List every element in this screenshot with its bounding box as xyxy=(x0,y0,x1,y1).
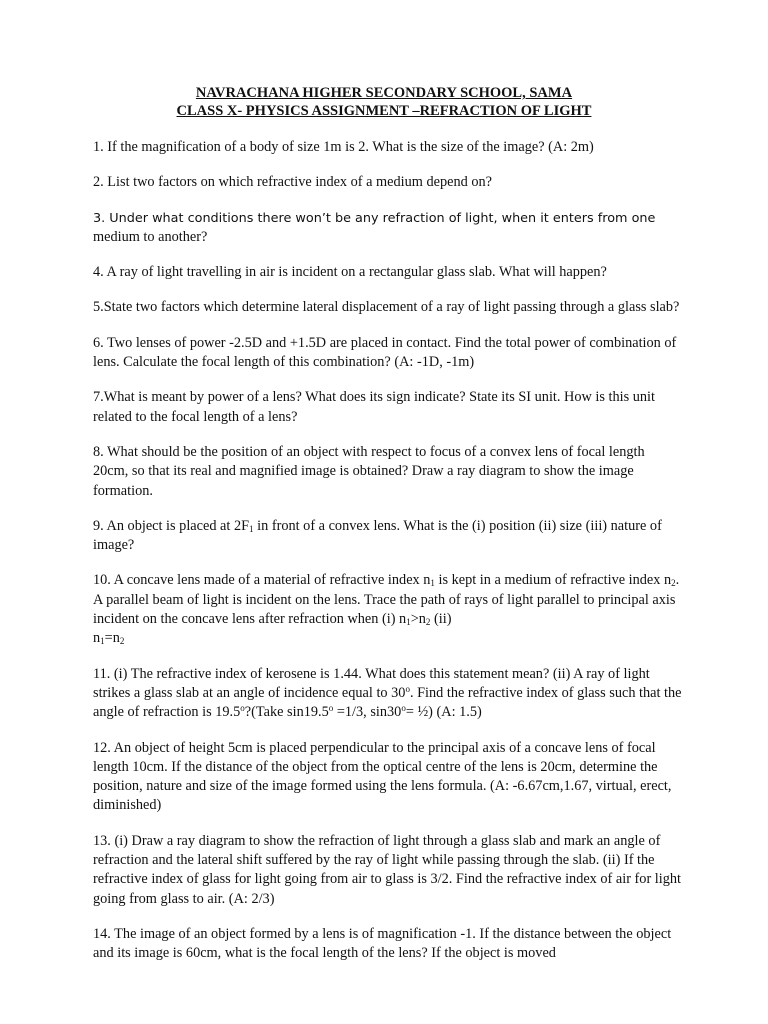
question-10-sub-3: 1 xyxy=(406,617,411,628)
question-11-text-e: = ½) (A: 1.5) xyxy=(405,704,482,721)
document-header xyxy=(0,84,768,120)
question-3 xyxy=(93,209,683,248)
question-10-sub-4: 2 xyxy=(425,617,431,628)
question-9-text-a: 9. An object is placed at 2F xyxy=(93,517,250,534)
question-13: 13. (i) Draw a ray diagram to show the refraction of light through a glass slab and mark an angle of refraction and the lateral shift suffered by the ray of light while passing through the slab. (ii) If the refractive index of glass for light going from air to glass is 3/2. Find the refractive index of air for light going from glass to air. (A: 2/3) xyxy=(93,832,682,907)
question-10-text-e: (ii) xyxy=(430,611,452,628)
question-12: 12. An object of height 5cm is placed perpendicular to the principal axis of a concave lens of focal length 10cm. If the distance of the object from the optical centre of the lens is 20cm, determine the position, nature and size of the image formed using the lens formula. (A: -6.67cm,1.67, virtual, erect, diminished) xyxy=(93,739,672,814)
question-7: 7.What is meant by power of a lens? What does its sign indicate? State its SI unit. How is this unit related to the focal length of a lens? xyxy=(93,389,655,425)
question-10-sub-2: 2 xyxy=(671,578,676,589)
question-5: 5.State two factors which determine lateral displacement of a ray of light passing through a glass slab? xyxy=(93,299,680,316)
school-name: NAVRACHANA HIGHER SECONDARY SCHOOL, SAMA xyxy=(195,85,573,101)
question-9-text-b: in front of a convex lens. What is the (i) position (ii) size (iii) nature of image? xyxy=(93,517,662,554)
question-2: 2. List two factors on which refractive index of a medium depend on? xyxy=(93,174,492,191)
question-11-text-d: =1/3, sin30 xyxy=(333,704,402,721)
question-11-text-c: ?(Take sin19.5 xyxy=(244,704,329,721)
assignment-title: CLASS X- PHYSICS ASSIGNMENT –REFRACTION OF LIGHT xyxy=(176,103,592,119)
question-6: 6. Two lenses of power -2.5D and +1.5D are placed in contact. Find the total power of combination of lens. Calculate the focal length of this combination? (A: -1D, -1m) xyxy=(93,334,677,371)
question-10-text-f: =n xyxy=(104,630,120,647)
question-3-line-2: medium to another? xyxy=(93,228,208,245)
question-10-sub-1: 1 xyxy=(430,578,435,589)
question-11-sup-2: o xyxy=(240,703,245,714)
question-10-sub-5: 1 xyxy=(100,636,105,647)
question-11 xyxy=(93,665,683,723)
question-10-text-a: 10. A concave lens made of a material of refractive index n xyxy=(93,572,431,589)
question-14: 14. The image of an object formed by a lens is of magnification -1. If the distance between the object and its image is 60cm, what is the focal length of the lens? If the object is moved xyxy=(93,925,672,962)
question-11-sup-3: o xyxy=(328,703,334,714)
question-3-line-1: 3. Under what conditions there won’t be any refraction of light, when it enters from one xyxy=(93,210,656,226)
question-11-sup-4: o xyxy=(401,703,406,714)
question-9 xyxy=(93,517,683,556)
question-11-text-b: . Find the refractive index of glass such that the angle of refraction is 19.5 xyxy=(93,684,682,721)
question-10: 10. A concave lens made of a material of refractive index $n_1$ is kept in a medium of refractive index $n_2$. A parallel beam of light is incident on the lens. Trace the path of rays of light parallel to principal axis incident on the concave lens after refraction when (i) $n_1>n_2$ (ii) $n_1=n_2$ xyxy=(93,572,680,647)
question-list xyxy=(93,138,683,980)
question-11-text-a: 11. (i) The refractive index of kerosene is 1.44. What does this statement mean? (ii) A ray of light strikes a glass slab at an angle of incidence equal to 30 xyxy=(93,665,650,701)
question-10-sub-6: 2 xyxy=(119,636,125,647)
question-10-text-c: . A parallel beam of light is incident on the lens. Trace the path of rays of light parallel to principal axis incident on the concave lens after refraction when (i) n xyxy=(93,572,680,628)
question-4: 4. A ray of light travelling in air is incident on a rectangular glass slab. What will happen? xyxy=(93,264,607,281)
question-1: 1. If the magnification of a body of size 1m is 2. What is the size of the image? (A: 2m) xyxy=(93,139,594,155)
question-10-text-b: is kept in a medium of refractive index n xyxy=(434,572,672,589)
question-10-text-d: >n xyxy=(410,611,426,628)
question-8: 8. What should be the position of an object with respect to focus of a convex lens of focal length 20cm, so that its real and magnified image is obtained? Draw a ray diagram to show the image formation. xyxy=(93,443,645,499)
question-11-sup-1: o xyxy=(405,683,410,694)
question-9-subscript: 1 xyxy=(249,523,254,534)
